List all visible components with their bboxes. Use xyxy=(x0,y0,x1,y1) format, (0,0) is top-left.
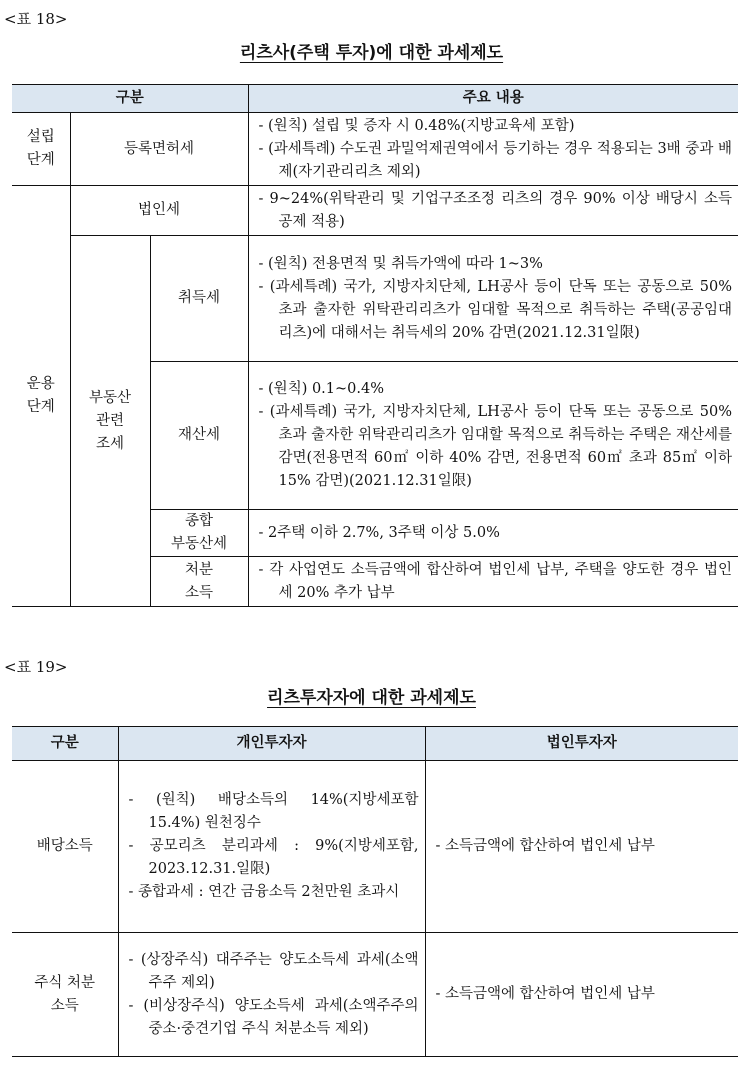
stock-corporate-content: - 소득금액에 합산하여 법인세 납부 xyxy=(425,933,738,1057)
list-item: - 공모리츠 분리과세 : 9%(지방세포함, 2023.12.31.일限) xyxy=(128,838,419,877)
setup-stage-label: 설립 단계 xyxy=(12,113,70,186)
dividend-corporate-content: - 소득금액에 합산하여 법인세 납부 xyxy=(425,761,738,933)
list-item: - (과세특례) 수도권 과밀억제권역에서 등기하는 경우 적용되는 3배 중과 배제(자기관리리츠 제외) xyxy=(258,140,733,180)
list-item: - 종합과세 : 연간 금융소득 2천만원 초과시 xyxy=(128,884,400,900)
list-item: - (상장주식) 대주주는 양도소득세 과세(소액주주 제외) xyxy=(128,951,419,991)
header-individual-investor: 개인투자자 xyxy=(118,727,425,761)
acquisition-tax-content xyxy=(248,236,738,362)
list-item: - 각 사업연도 소득금액에 합산하여 법인세 납부, 주택을 양도한 경우 법인세 20% 추가 납부 xyxy=(258,561,733,601)
corporate-tax-label: 법인세 xyxy=(70,186,248,236)
header-content: 주요 내용 xyxy=(248,85,738,113)
list-item: - (원칙) 배당소득의 14%(지방세포함 15.4%) 원천징수 xyxy=(128,792,419,831)
list-item: - 2주택 이하 2.7%, 3주택 이상 5.0% xyxy=(258,524,500,541)
reits-taxation-table xyxy=(12,84,738,607)
list-item: - (원칙) 설립 및 증자 시 0.48%(지방교육세 포함) xyxy=(258,117,575,134)
list-item: - (원칙) 0.1~0.4% xyxy=(258,381,385,397)
corporate-tax-content xyxy=(248,186,738,236)
real-estate-tax-label: 부동산 관련 조세 xyxy=(70,236,150,607)
list-item: - (과세특례) 국가, 지방자치단체, LH공사 등이 단독 또는 공동으로 50% 초과 출자한 위탁관리리츠가 임대할 목적으로 취득하는 주택은 재산세를 감면(전용면적 60㎡ 이하 40% 감면, 전용면적 60㎡ 초과 85㎡ 이하 15% 감면)(2021.12.31일限) xyxy=(258,404,733,489)
registration-tax-content xyxy=(248,113,738,186)
disposal-income-label: 처분 소득 xyxy=(150,557,248,607)
operation-stage-label: 운용 단계 xyxy=(12,186,70,607)
dividend-individual-content xyxy=(118,761,425,933)
property-tax-label: 재산세 xyxy=(150,362,248,510)
stock-disposal-label: 주식 처분 소득 xyxy=(12,933,118,1057)
list-item: - (비상장주식) 양도소득세 과세(소액주주의 중소·중견기업 주식 처분소득 제외) xyxy=(128,997,419,1037)
header-corporate-investor: 법인투자자 xyxy=(425,727,738,761)
acquisition-tax-label: 취득세 xyxy=(150,236,248,362)
table-18-caption: <표 18> xyxy=(4,10,68,28)
table-18-title: 리츠사(주택 투자)에 대한 과세제도 xyxy=(239,43,504,63)
investor-taxation-table xyxy=(12,726,738,1057)
comprehensive-property-tax-label: 종합 부동산세 xyxy=(150,510,248,557)
header-category: 구분 xyxy=(12,85,248,113)
list-item: - (원칙) 전용면적 및 취득가액에 따라 1~3% xyxy=(258,255,543,272)
table-19-title: 리츠투자자에 대한 과세제도 xyxy=(267,688,476,708)
comprehensive-property-tax-content xyxy=(248,510,738,557)
list-item: - 9~24%(위탁관리 및 기업구조조정 리츠의 경우 90% 이상 배당시 소득공제 적용) xyxy=(258,190,733,230)
property-tax-content xyxy=(248,362,738,510)
header-category: 구분 xyxy=(12,727,118,761)
dividend-income-label: 배당소득 xyxy=(12,761,118,933)
disposal-income-content xyxy=(248,557,738,607)
registration-tax-label: 등록면허세 xyxy=(70,113,248,186)
list-item: - (과세특례) 국가, 지방자치단체, LH공사 등이 단독 또는 공동으로 50% 초과 출자한 위탁관리리츠가 임대할 목적으로 취득하는 주택(공공임대리츠)에 대해서는 취득세의 20% 감면(2021.12.31일限) xyxy=(258,278,733,341)
table-19-caption: <표 19> xyxy=(4,658,68,676)
stock-individual-content xyxy=(118,933,425,1057)
